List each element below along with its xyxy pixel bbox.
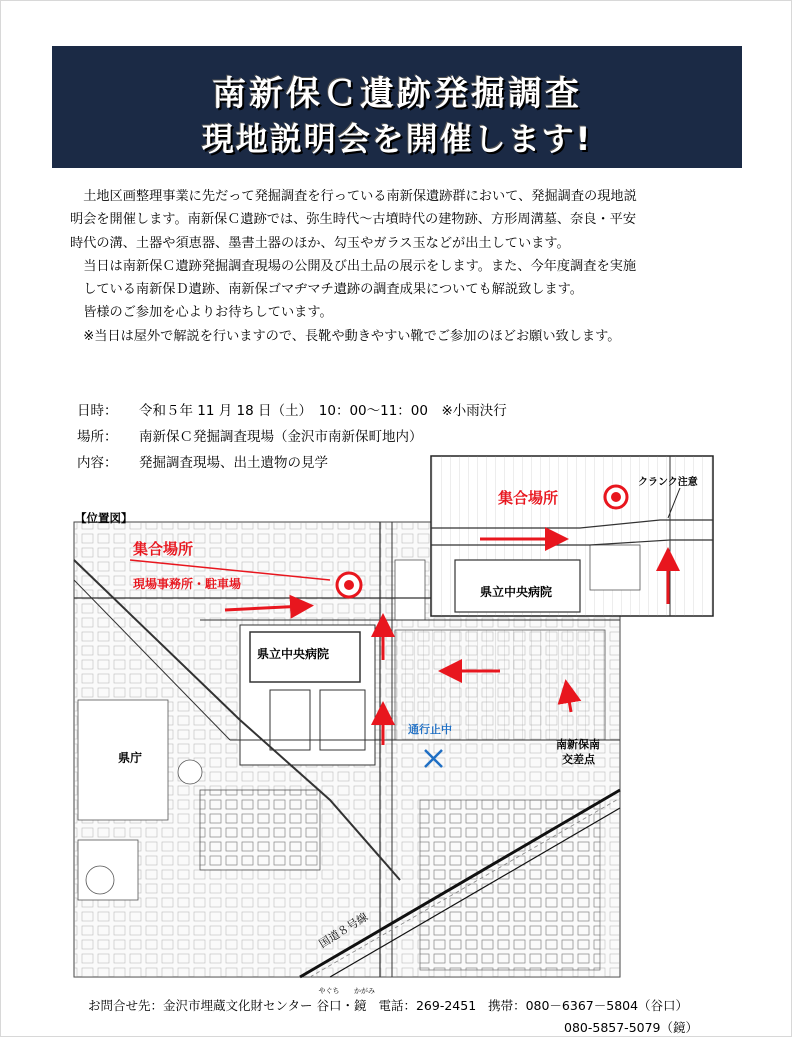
name-1-ruby: やぐち (318, 987, 340, 995)
mobile-number-2: 080-5857-5079（鏡） (564, 1020, 699, 1035)
paragraph-2-line-1: 当日は南新保Ｃ遺跡発掘調査現場の公開及び出土品の展示をします。また、今年度調査を実施 (83, 258, 637, 274)
contact-line-1 (88, 987, 689, 1014)
prefecture-office-label: 県庁 (118, 751, 143, 765)
place-value: 南新保Ｃ発掘調査現場（金沢市南新保町地内） (139, 429, 423, 445)
title-line-2: 現地説明会を開催します! (201, 120, 593, 158)
mobile-number-1: 携帯：080－6367－5804（谷口） (488, 998, 689, 1013)
paragraph-1-line-2: 明会を開催します。南新保Ｃ遺跡では、弥生時代～古墳時代の建物跡、方形周溝墓、奈良・平安 (70, 212, 637, 228)
name-2-ruby: かがみ (354, 987, 376, 995)
date-label: 日時： (77, 403, 118, 419)
place-label: 場所： (77, 429, 118, 445)
content-value: 発掘調査現場、出土遺物の見学 (139, 455, 328, 471)
inset-meeting-dot (611, 492, 621, 502)
inset-meeting-place-label: 集合場所 (498, 489, 559, 507)
contact-prefix: お問合せ先：金沢市埋蔵文化財センター (88, 998, 313, 1013)
intersection-label-1: 南新保南 (556, 738, 600, 751)
name-separator: ・ (341, 998, 355, 1013)
name-2: かがみ 鏡 (354, 987, 376, 1013)
phone-number: 電話：269-2451 (378, 998, 477, 1013)
date-value: 令和５年 11 月 18 日（土） 10：00～11：00 ※小雨決行 (139, 403, 507, 419)
office-parking-label: 現場事務所・駐車場 (133, 577, 242, 591)
inset-hospital-label: 県立中央病院 (480, 585, 553, 599)
paragraph-4: ※当日は屋外で解説を行いますので、長靴や動きやすい靴でご参加のほどお願い致します。 (83, 328, 621, 344)
paragraph-2-line-2: している南新保Ｄ遺跡、南新保ゴマヂマチ遺跡の調査成果についても解説致します。 (83, 282, 583, 298)
title-line-1: 南新保Ｃ遺跡発掘調査 (212, 74, 582, 114)
paragraph-3: 皆様のご参加を心よりお待ちしています。 (83, 305, 333, 321)
meeting-dot (344, 580, 354, 590)
intersection-label-2: 交差点 (562, 753, 595, 766)
paragraph-1-line-3: 時代の溝、土器や須恵器、墨書土器のほか、勾玉やガラス玉などが出土しています。 (70, 235, 570, 251)
route-label: 国道８号線 (316, 910, 371, 951)
meeting-place-label: 集合場所 (133, 540, 194, 558)
name-1: やぐち 谷口 (316, 987, 342, 1013)
map-title: 【位置図】 (75, 511, 133, 525)
content-label: 内容： (77, 455, 118, 471)
inset-crank-label: クランク注意 (638, 477, 698, 488)
paragraph-1-line-1: 土地区画整理事業に先だって発掘調査を行っている南新保遺跡群において、発掘調査の現地説 (83, 189, 637, 204)
hospital-label: 県立中央病院 (257, 647, 330, 661)
road-closed-label: 通行止中 (408, 723, 452, 736)
